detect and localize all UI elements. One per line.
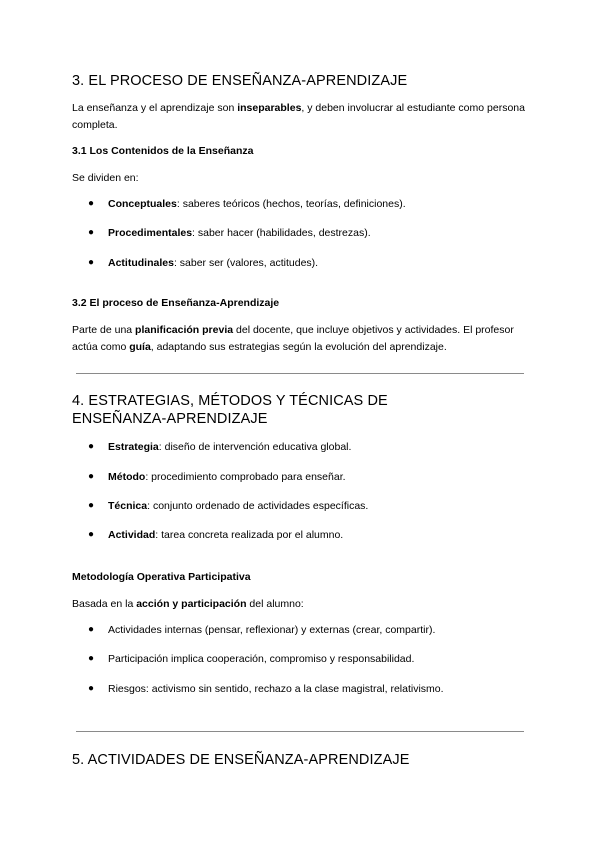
- methodology-lead: [72, 596, 528, 613]
- list-item-text: [108, 256, 318, 270]
- bullet-icon: ●: [88, 683, 95, 694]
- section-divider: [76, 373, 524, 374]
- section-5-heading-block: [72, 751, 528, 769]
- section-4-title-line1: 4. ESTRATEGIAS, MÉTODOS Y TÉCNICAS DE: [72, 393, 388, 409]
- section-4-heading-block: [72, 392, 528, 428]
- bullet-icon: ●: [88, 441, 95, 452]
- list-item-term: Actitudinales: [108, 257, 174, 269]
- list-item-term: Procedimentales: [108, 227, 193, 239]
- subsection-3-1-block: [72, 144, 528, 158]
- intro-text-start: La enseñanza y el aprendizaje son: [72, 102, 238, 114]
- methodology-lead-block: [72, 596, 528, 613]
- bullet-icon: ●: [88, 529, 95, 540]
- list-item-desc: : procedimiento comprobado para enseñar.: [145, 471, 346, 483]
- methodology-title: Metodología Operativa Participativa: [72, 571, 251, 583]
- subsection-3-2-title: 3.2 El proceso de Enseñanza-Aprendizaje: [72, 297, 280, 309]
- list-item-text: [108, 470, 346, 484]
- list-item-text: [108, 528, 343, 542]
- intro-text-end: , y deben involucrar al estudiante como persona completa.: [72, 102, 525, 131]
- paragraph-bold: guía: [129, 340, 151, 353]
- list-item-term: Técnica: [108, 500, 148, 512]
- paragraph-bold: planificación previa: [135, 324, 234, 336]
- list-item-term: Método: [108, 471, 146, 483]
- list-item-desc: : diseño de intervención educativa global.: [158, 441, 352, 453]
- list-item-desc: : conjunto ordenado de actividades específicas.: [147, 500, 369, 512]
- list-item-text: [108, 499, 368, 513]
- paragraph-text: Parte de una: [72, 324, 136, 336]
- bullet-icon: ●: [88, 471, 95, 482]
- lead-text: Basada en la: [72, 598, 137, 610]
- section-4-title-line2: ENSEÑANZA-APRENDIZAJE: [72, 411, 268, 427]
- section-divider: [76, 731, 524, 732]
- bullet-icon: ●: [88, 198, 95, 209]
- section-3-intro-block: [72, 100, 528, 133]
- list-item-desc: : saberes teóricos (hechos, teorías, definiciones).: [176, 198, 406, 210]
- paragraph-text: del docente, que incluye objetivos y actividades. El profesor actúa como: [72, 324, 514, 353]
- methodology-heading-block: [72, 570, 528, 584]
- subsection-3-1-title: 3.1 Los Contenidos de la Enseñanza: [72, 145, 254, 157]
- bullet-icon: ●: [88, 653, 95, 664]
- bullet-icon: ●: [88, 624, 95, 635]
- list-item-term: Estrategia: [108, 441, 159, 453]
- list-item-desc: : saber ser (valores, actitudes).: [173, 257, 319, 269]
- paragraph-text: , adaptando sus estrategias según la evolución del aprendizaje.: [150, 340, 447, 353]
- list-item-desc: : saber hacer (habilidades, destrezas).: [192, 227, 371, 239]
- list-item-term: Conceptuales: [108, 198, 177, 210]
- subsection-3-2-paragraph-block: [72, 322, 528, 355]
- lead-bold: acción y participación: [136, 598, 247, 610]
- section-4-title: [72, 392, 528, 428]
- subsection-3-2-paragraph: [72, 322, 528, 355]
- subsection-3-1-lead: Se dividen en:: [72, 172, 139, 184]
- list-item-text: Participación implica cooperación, compromiso y responsabilidad.: [108, 653, 415, 665]
- list-item-text: [108, 197, 406, 211]
- section-3-title: 3. EL PROCESO DE ENSEÑANZA-APRENDIZAJE: [72, 73, 408, 89]
- list-item-desc: : tarea concreta realizada por el alumno.: [155, 529, 344, 541]
- section-5-title: 5. ACTIVIDADES DE ENSEÑANZA-APRENDIZAJE: [72, 752, 410, 768]
- subsection-3-1-lead-block: [72, 170, 528, 187]
- bullet-icon: ●: [88, 257, 95, 268]
- list-item-text: [108, 226, 371, 240]
- section-3-intro: [72, 100, 528, 133]
- bullet-icon: ●: [88, 227, 95, 238]
- subsection-3-2-block: [72, 296, 528, 310]
- section-3-heading-block: [72, 72, 528, 90]
- lead-text: del alumno:: [246, 598, 304, 610]
- list-item-text: Riesgos: activismo sin sentido, rechazo a la clase magistral, relativismo.: [108, 683, 444, 695]
- list-item-term: Actividad: [108, 529, 156, 541]
- list-item-text: Actividades internas (pensar, reflexionar) y externas (crear, compartir).: [108, 624, 436, 636]
- intro-bold: inseparables: [237, 102, 302, 114]
- list-item-text: [108, 440, 351, 454]
- bullet-icon: ●: [88, 500, 95, 511]
